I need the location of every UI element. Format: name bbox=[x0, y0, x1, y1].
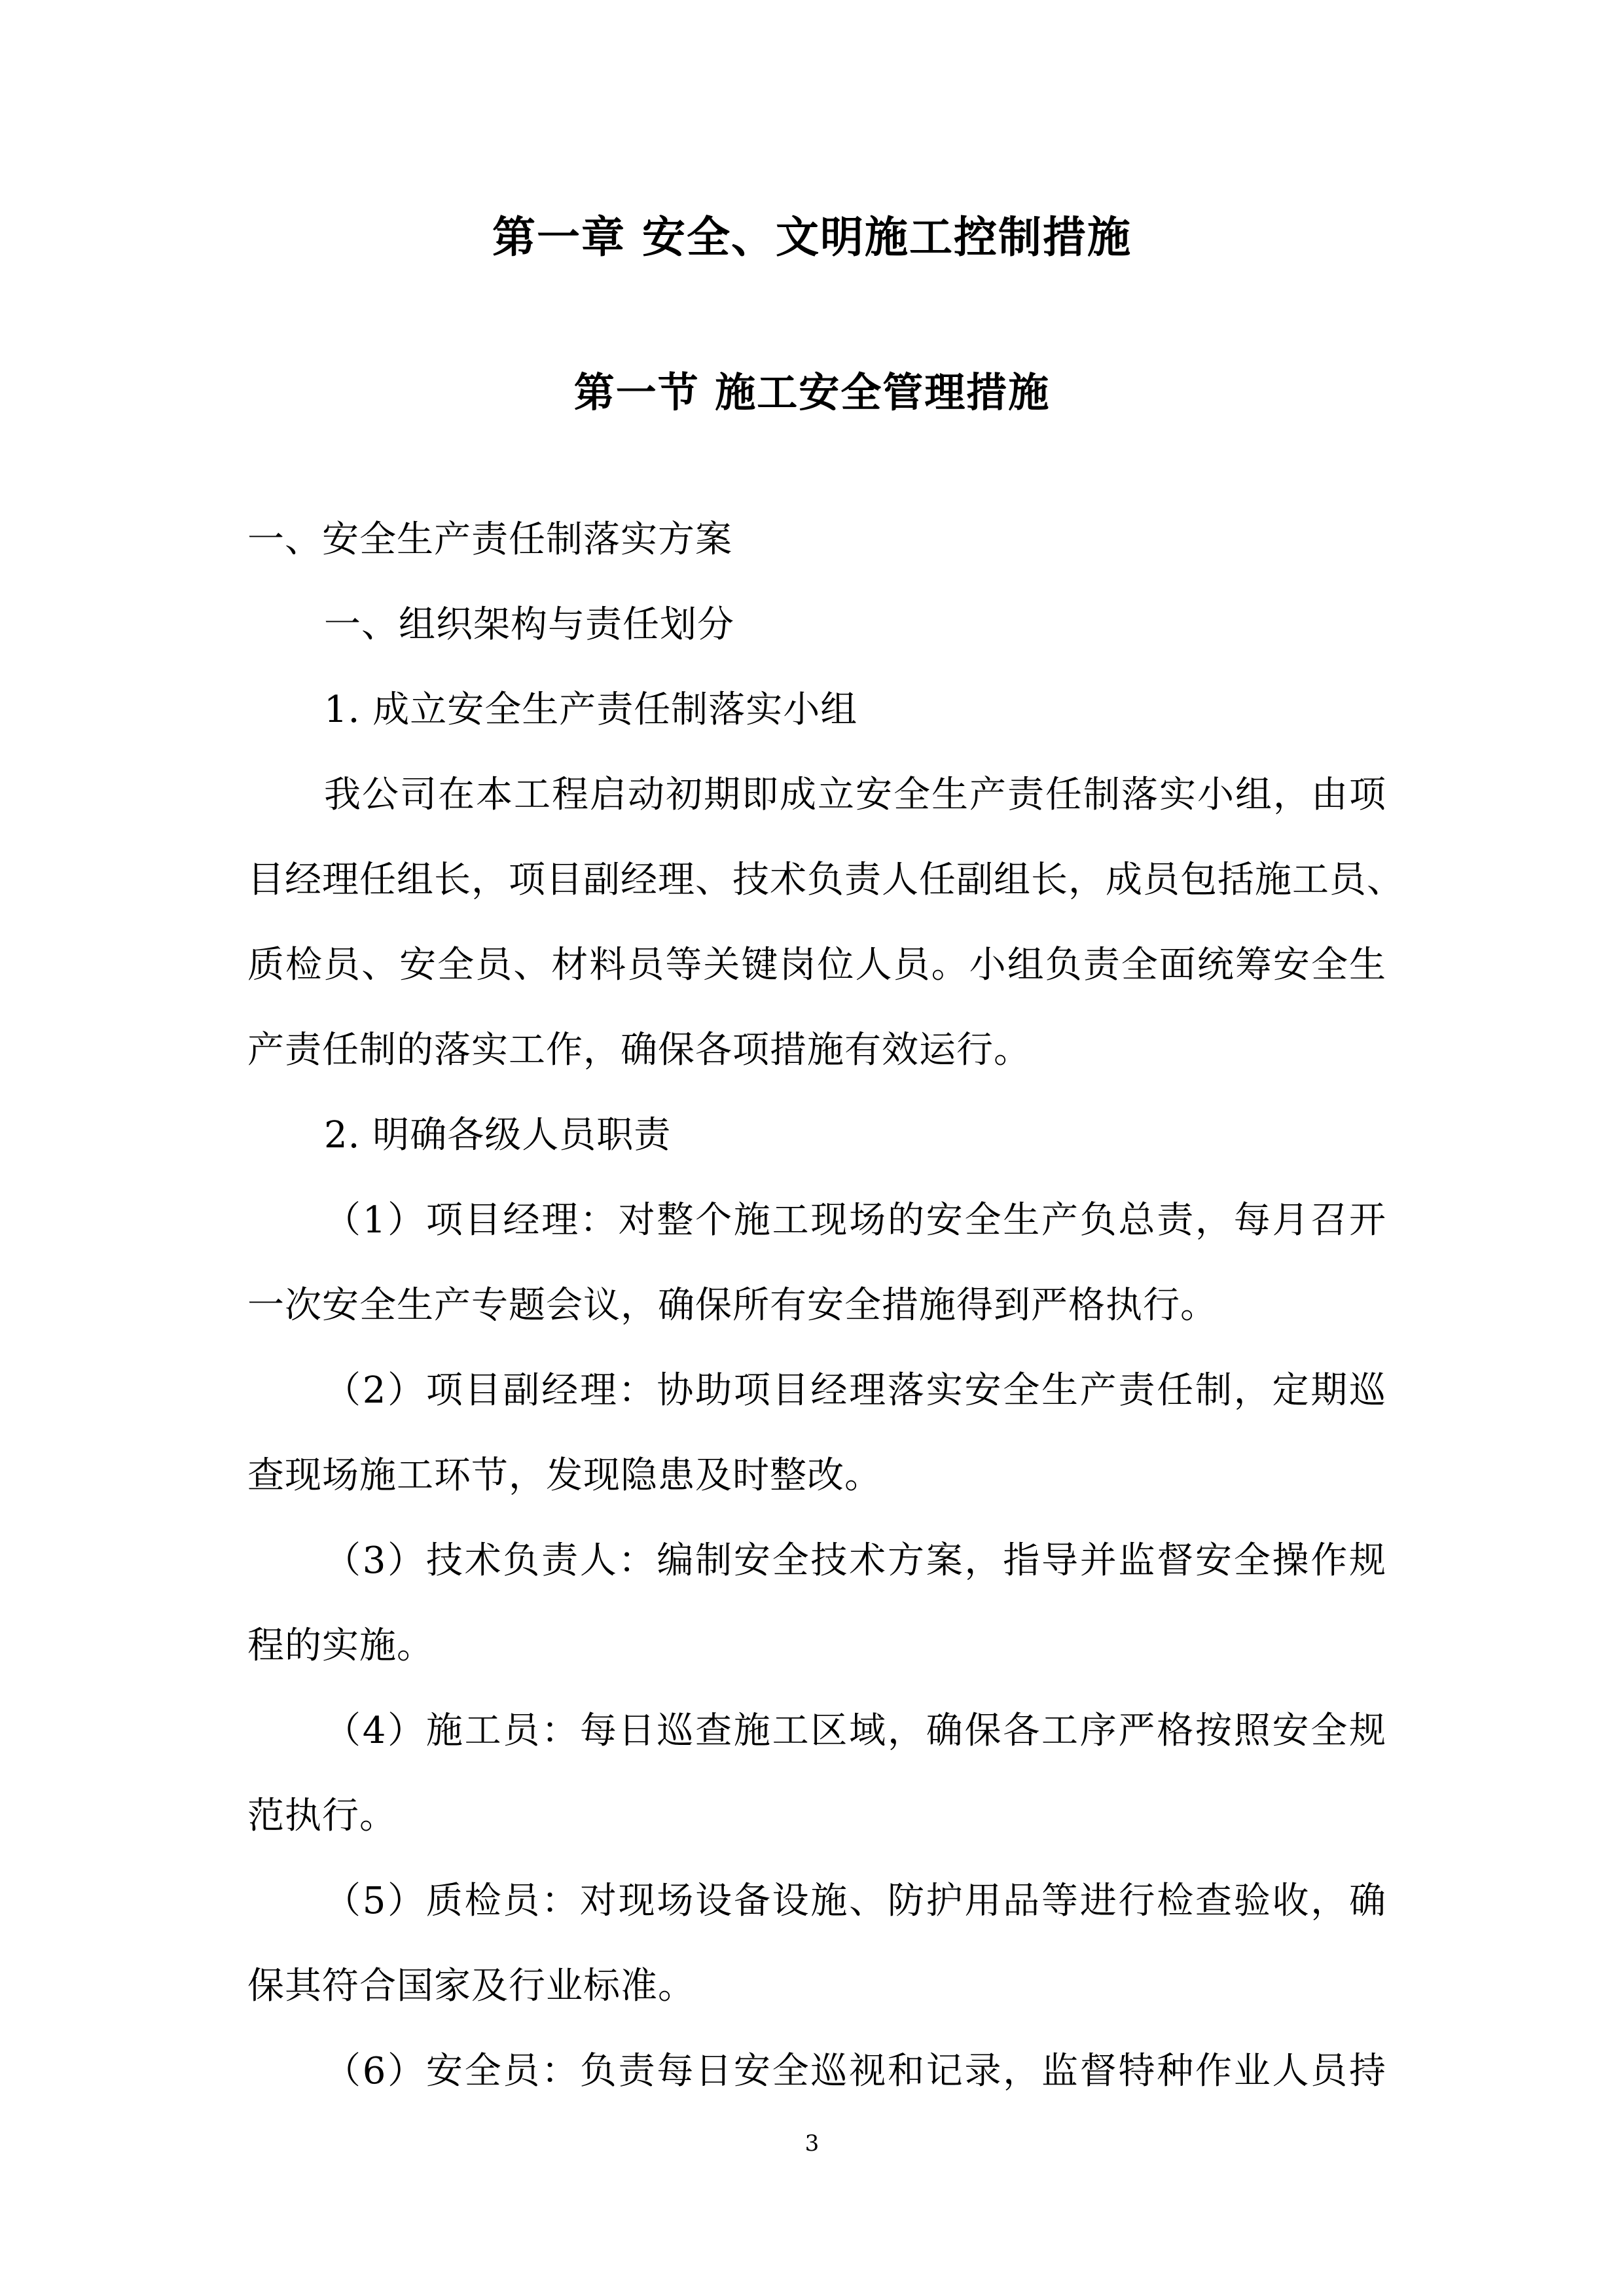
text-line: （2）项目副经理：协助项目经理落实安全生产责任制，定期巡 bbox=[324, 1369, 1386, 1412]
text-line: （4）施工员：每日巡查施工区域，确保各工序严格按照安全规 bbox=[324, 1710, 1386, 1752]
text-line: （1）项目经理：对整个施工现场的安全生产负总责，每月召开 bbox=[324, 1199, 1386, 1242]
chapter-title: 第一章 安全、文明施工控制措施 bbox=[492, 212, 1132, 262]
text-line: （6）安全员：负责每日安全巡视和记录，监督特种作业人员持 bbox=[324, 2050, 1386, 2092]
text-line: （5）质检员：对现场设备设施、防护用品等进行检查验收，确 bbox=[324, 1880, 1386, 1922]
body-text bbox=[247, 507, 1404, 2124]
text-line: 产责任制的落实工作，确保各项措施有效运行。 bbox=[247, 1029, 1031, 1071]
text-line: 1. 成立安全生产责任制落实小组 bbox=[324, 689, 858, 731]
text-line: 一、安全生产责任制落实方案 bbox=[247, 518, 732, 561]
text-line: 程的实施。 bbox=[247, 1624, 434, 1667]
section-title: 第一节 施工安全管理措施 bbox=[573, 368, 1051, 416]
text-line: 保其符合国家及行业标准。 bbox=[247, 1965, 695, 2007]
text-line: 目经理任组长，项目副经理、技术负责人任副组长，成员包括施工员、 bbox=[247, 859, 1404, 901]
text-line: 范执行。 bbox=[247, 1795, 397, 1837]
text-line: 2. 明确各级人员职责 bbox=[324, 1114, 672, 1157]
text-line: 一次安全生产专题会议，确保所有安全措施得到严格执行。 bbox=[247, 1284, 1218, 1327]
text-line: （3）技术负责人：编制安全技术方案，指导并监督安全操作规 bbox=[324, 1539, 1386, 1582]
text-line: 质检员、安全员、材料员等关键岗位人员。小组负责全面统筹安全生 bbox=[247, 944, 1386, 986]
text-line: 我公司在本工程启动初期即成立安全生产责任制落实小组，由项 bbox=[324, 774, 1386, 816]
page-number: 3 bbox=[804, 2130, 820, 2157]
text-line: 一、组织架构与责任划分 bbox=[324, 603, 734, 646]
text-line: 查现场施工环节，发现隐患及时整改。 bbox=[247, 1454, 882, 1497]
